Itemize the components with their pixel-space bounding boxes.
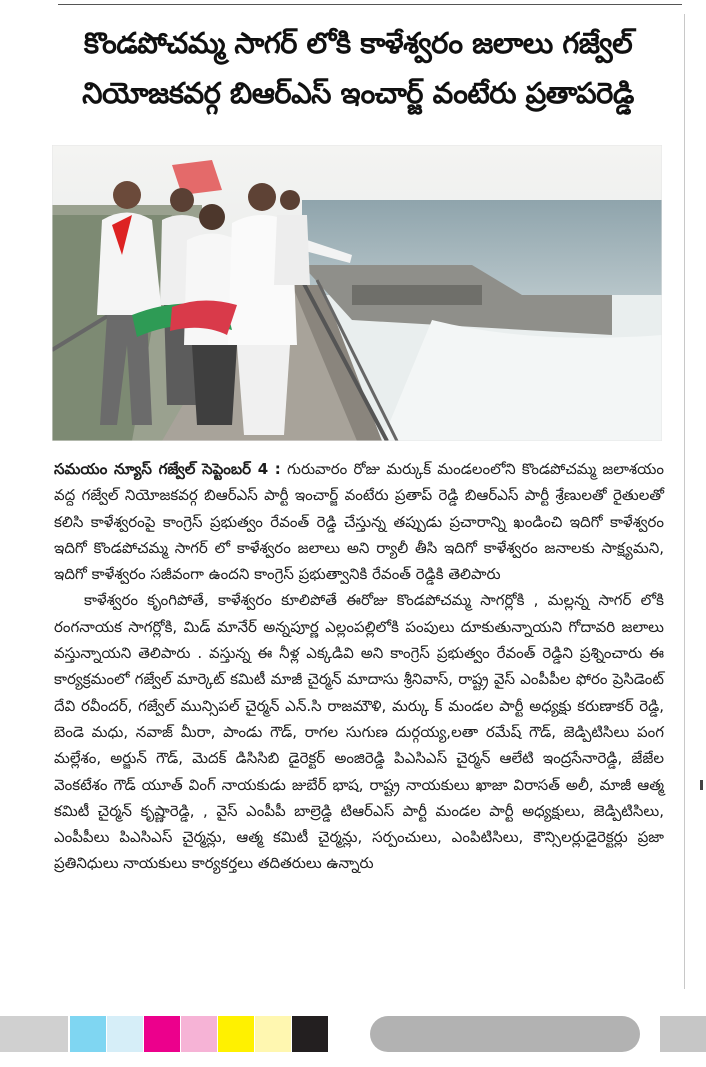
swatch-magenta [144, 1016, 180, 1052]
top-rule [58, 4, 682, 5]
swatch-grey-left [0, 1016, 68, 1052]
swatch-grey-right [660, 1016, 706, 1052]
news-photo [52, 145, 662, 441]
swatch-cyan [70, 1016, 106, 1052]
article-paragraph-1 [54, 456, 664, 587]
article-body [54, 456, 664, 877]
column-rule [684, 14, 685, 989]
swatch-black [292, 1016, 328, 1052]
headline-line-2: నియోజకవర్గ బిఆర్ఎస్ ఇంచార్జ్ వంటేరు ప్రతాపరెడ్డి [82, 76, 634, 110]
headline [40, 18, 676, 118]
photo-icon [52, 145, 662, 441]
article-paragraph-2: కాళేశ్వరం కృంగిపోతే, కాళేశ్వరం కూలిపోతే ఈరోజు కొండపోచమ్మ సాగర్లోకి , మల్లన్న సాగర్ లోకి రంగనాయక సాగర్లోకి, మిడ్ మానేర్ అన్నపూర్ణ ఎల్లంపల్లిలోకి పంపులు దూకుతున్నాయని గోదావరి జలాలు వస్తున్నాయని తెలిపారు . వస్తున్న ఈ నీళ్ల ఎక్కడివి అని కాంగ్రెస్ ప్రభుత్వం రేవంత్ రెడ్డిని ప్రశ్నించారు ఈ కార్యక్రమంలో గజ్వేల్ మార్కెట్ కమిటీ మాజీ చైర్మన్ మాదాసు శ్రీనివాస్, రాష్ట్ర వైస్ ఎంపీపీల ఫోరం ప్రెసిడెంట్ దేవి రవీందర్, గజ్వేల్ మున్సిపల్ చైర్మన్ ఎన్.సి రాజమౌళి, మర్కు క్ మండల పార్టీ అధ్యక్షు కరుణాకర్ రెడ్డి, బెండె మధు, నవాజ్ మీరా, పాండు గౌడ్, రాగల సుగుణ దుర్గయ్య,లతా రమేష్ గౌడ్, జెడ్పిటిసిలు పంగ మల్లేశం, అర్జున్ గౌడ్, మెదక్ డిసిసిబి డైరెక్టర్ అంజిరెడ్డి పిఎసిఎస్ చైర్మన్ ఆలేటి ఇంద్రసేనారెడ్డి, జేజేల వెంకటేశం గౌడ్ యూత్ వింగ్ నాయకుడు జుబేర్ భాష, రాష్ట్ర నాయకులు ఖాజా విరాసత్ అలీ, మాజీ ఆత్మ కమిటీ చైర్మన్ కృష్ణారెడ్డి, , వైస్ ఎంపీపీ బాల్రెడ్డి టిఆర్ఎస్ పార్టీ మండల పార్టీ అధ్యక్షులు, జెడ్పిటిసిలు, ఎంపీపీలు పిఎసిఎస్ చైర్మన్లు, ఆత్మ కమిటీ చైర్మన్లు, సర్పంచులు, ఎంపిటిసిలు, కౌన్సిలర్లుడైరెక్టర్లు ప్రజా ప్రతినిధులు నాయకులు కార్యకర్తలు తదితరులు ఉన్నారు [54, 591, 664, 873]
swatch-yellow [218, 1016, 254, 1052]
swatch-light-magenta [181, 1016, 217, 1052]
headline-line-1: కొండపోచమ్మ సాగర్ లోకి కాళేశ్వరం జలాలు గజ్వేల్ [83, 26, 633, 60]
paragraph-1-text: గురువారం రోజు మర్కుక్ మండలంలోని కొండపోచమ్మ జలాశయం వద్ద గజ్వేల్ నియోజకవర్గ బిఆర్ఎస్ పార్టీ ఇంచార్జ్ వంటేరు ప్రతాప్ రెడ్డి బిఆర్ఎస్ పార్టీ శ్రేణులతో రైతులతో కలిసి కాళేశ్వరంపై కాంగ్రెస్ ప్రభుత్వం రేవంత్ రెడ్డి చేస్తున్న తప్పుడు ప్రచారాన్ని ఖండించి ఇదిగో కాళేశ్వరం ఇదిగో కొండపోచమ్మ సాగర్ లో కాళేశ్వరం జలాలు అని ర్యాలీ తీసి ఇదిగో కాళేశ్వరం జనాలకు సాక్ష్యమని, ఇదిగో కాళేశ్వరం సజీవంగా ఉందని కాంగ్రెస్ ప్రభుత్వానికి రేవంత్ రెడ్డికి తెలిపారు [54, 460, 664, 584]
dateline: సమయం న్యూస్ గజ్వేల్ సెప్టెంబర్ 4 : [54, 460, 281, 478]
swatch-light-cyan [107, 1016, 143, 1052]
swatch-light-yellow [255, 1016, 291, 1052]
margin-mark [700, 780, 703, 790]
color-bar-pill [370, 1016, 640, 1052]
